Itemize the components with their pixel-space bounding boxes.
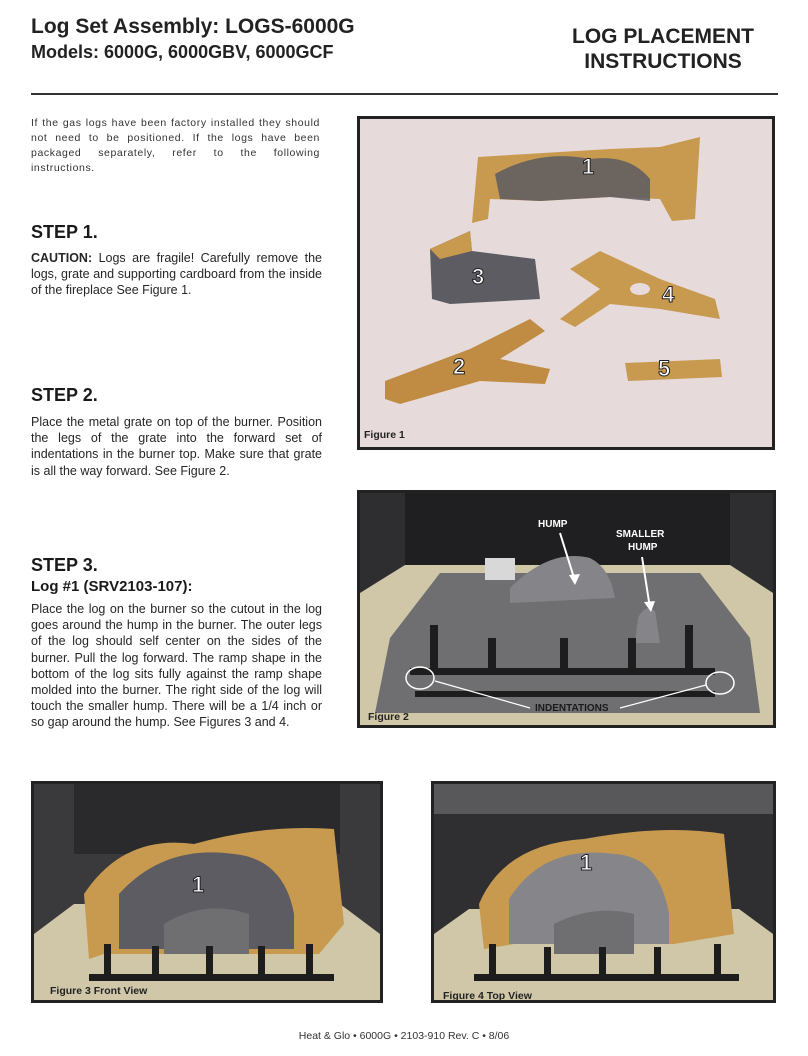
log-1-number: 1 <box>582 154 595 179</box>
step1-body: Logs are fragile! Carefully remove the logs, grate and supporting cardboard from the inside of the fireplace See Figure 1. <box>31 251 322 298</box>
log-1-number: 1 <box>580 850 593 875</box>
intro-paragraph: If the gas logs have been factory installed they should not need to be positioned. If the logs have been packaged separately, refer to the following instructions. <box>31 117 320 174</box>
step2-text: Place the metal grate on top of the burner. Position the legs of the grate into the forward set of indentations in the burner top. Make sure that grate is all the way forward. See Figure 2. <box>31 415 322 478</box>
log-5-number: 5 <box>658 356 671 381</box>
figure-4 <box>431 781 776 1003</box>
figure-4-image <box>434 784 773 1000</box>
section-title-line2: INSTRUCTIONS <box>584 50 742 73</box>
document-header <box>31 14 355 64</box>
step3-heading: STEP 3. <box>31 555 98 575</box>
figure-2 <box>357 490 776 728</box>
figure-1 <box>357 116 775 450</box>
indentations-label: INDENTATIONS <box>535 703 609 714</box>
figure-3-caption: Figure 3 Front View <box>50 985 148 997</box>
log-1-number: 1 <box>192 872 205 897</box>
firebox-top <box>434 784 773 814</box>
log-3-number: 3 <box>472 264 485 289</box>
figure-1-caption: Figure 1 <box>364 429 405 441</box>
figure-3 <box>31 781 383 1003</box>
step3-text: Place the log on the burner so the cutout in the log goes around the hump in the burner. The outer legs of the log should self center on the sides of the burner. Pull the log forward. The ramp shape in the bottom of the log sits fully against the ramp shape molded into the burner. The right side of the log will touch the smaller hump. There will be a 1/4 inch or so gap around the hump. See Figures 3 and 4. <box>31 602 322 730</box>
page-footer: Heat & Glo • 6000G • 2103-910 Rev. C • 8/06 <box>298 1030 510 1042</box>
figure-4-caption: Figure 4 Top View <box>443 990 532 1002</box>
smaller-hump-label-1: SMALLER <box>616 529 665 540</box>
models-line: Models: 6000G, 6000GBV, 6000GCF <box>31 42 334 62</box>
smaller-hump-label-2: HUMP <box>628 542 658 553</box>
step3-subheading: Log #1 (SRV2103-107): <box>31 578 193 595</box>
section-title-line1: LOG PLACEMENT <box>572 25 754 48</box>
figure-3-image <box>34 784 380 1000</box>
figure-2-caption: Figure 2 <box>368 711 409 723</box>
valve-box <box>485 558 515 580</box>
log-4-hole <box>630 283 650 295</box>
log-2-shape <box>385 319 550 404</box>
figure-2-image <box>360 493 773 725</box>
log-4-number: 4 <box>662 282 675 307</box>
caution-label: CAUTION: <box>31 251 93 265</box>
step1-text <box>31 250 322 299</box>
figure-1-image <box>360 119 772 447</box>
header-divider <box>31 93 778 95</box>
hump-label: HUMP <box>538 519 568 530</box>
log-5-shape <box>625 359 722 381</box>
log-2-number: 2 <box>453 354 466 379</box>
section-title <box>548 24 778 74</box>
step1-heading: STEP 1. <box>31 222 98 242</box>
document-title: Log Set Assembly: LOGS-6000G <box>31 15 355 38</box>
step2-heading: STEP 2. <box>31 385 98 405</box>
